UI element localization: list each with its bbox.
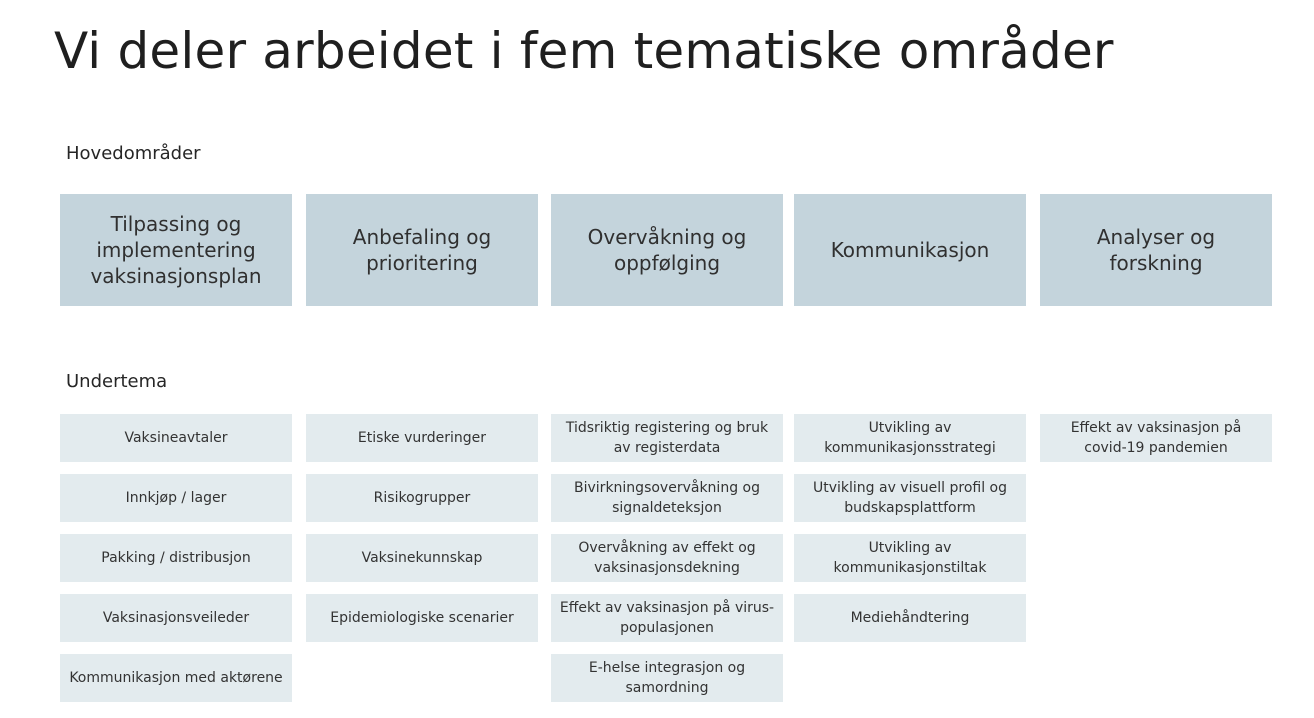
subtopic-box: Innkjøp / lager	[60, 474, 292, 522]
main-areas-label: Hovedområder	[66, 143, 201, 164]
main-area-box: Kommunikasjon	[794, 194, 1026, 306]
subtopic-list	[794, 414, 1026, 654]
topic-column	[551, 194, 783, 696]
subtopic-box: Bivirkningsovervåkning og signaldeteksjon	[551, 474, 783, 522]
subtopic-list	[60, 414, 292, 714]
subtopic-box: Kommunikasjon med aktørene	[60, 654, 292, 702]
subtopic-box: Utvikling av visuell profil og budskapsplattform	[794, 474, 1026, 522]
topic-column	[1040, 194, 1272, 456]
subtopic-box: Utvikling av kommunikasjonsstrategi	[794, 414, 1026, 462]
topic-column	[306, 194, 538, 626]
subtopic-box: Utvikling av kommunikasjonstiltak	[794, 534, 1026, 582]
main-area-box: Analyser og forskning	[1040, 194, 1272, 306]
subtopic-box: Vaksinasjonsveileder	[60, 594, 292, 642]
main-area-box: Overvåkning og oppfølging	[551, 194, 783, 306]
subtopic-box: Vaksinekunnskap	[306, 534, 538, 582]
topic-column	[794, 194, 1026, 626]
slide-title: Vi deler arbeidet i fem tematiske områder	[54, 22, 1114, 80]
subtopic-box: Overvåkning av effekt og vaksinasjonsdekning	[551, 534, 783, 582]
subtopic-box: Effekt av vaksinasjon på covid-19 pandemien	[1040, 414, 1272, 462]
subtopic-list	[551, 414, 783, 714]
subtopic-box: Etiske vurderinger	[306, 414, 538, 462]
subtopic-box: E-helse integrasjon og samordning	[551, 654, 783, 702]
subtopic-box: Tidsriktig registering og bruk av registerdata	[551, 414, 783, 462]
subtopic-box: Epidemiologiske scenarier	[306, 594, 538, 642]
subtopic-box: Pakking / distribusjon	[60, 534, 292, 582]
main-area-box: Anbefaling og prioritering	[306, 194, 538, 306]
subtopic-box: Effekt av vaksinasjon på virus-populasjonen	[551, 594, 783, 642]
subtopic-box: Risikogrupper	[306, 474, 538, 522]
subtopic-box: Mediehåndtering	[794, 594, 1026, 642]
subtopic-list	[1040, 414, 1272, 474]
subtopic-list	[306, 414, 538, 654]
subtopic-box: Vaksineavtaler	[60, 414, 292, 462]
subtopics-label: Undertema	[66, 371, 168, 392]
main-area-box: Tilpassing og implementering vaksinasjonsplan	[60, 194, 292, 306]
